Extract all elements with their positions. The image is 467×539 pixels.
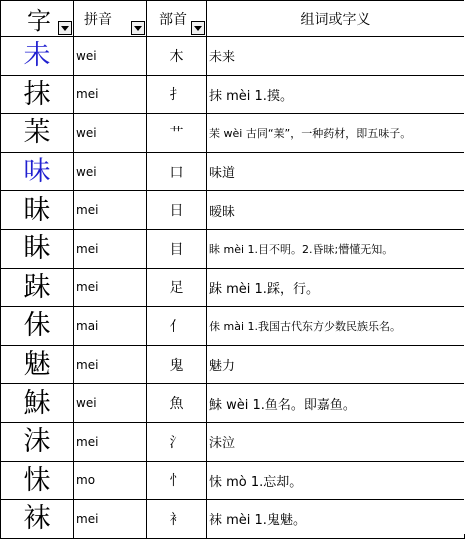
bushou-cell[interactable]: 艹: [147, 114, 207, 153]
bushou-cell[interactable]: 扌: [147, 75, 207, 114]
bushou-cell[interactable]: 亻: [147, 307, 207, 346]
pinyin-cell[interactable]: mei: [74, 268, 147, 307]
char-cell[interactable]: 苿: [1, 114, 74, 153]
table-row: [1, 229, 465, 268]
bushou-cell[interactable]: 忄: [147, 461, 207, 500]
table-row: [1, 75, 465, 114]
pinyin-cell[interactable]: wei: [74, 384, 147, 423]
table-row: [1, 268, 465, 307]
char-cell[interactable]: 鮇: [1, 384, 74, 423]
table-row: [1, 461, 465, 500]
pinyin-cell[interactable]: mei: [74, 500, 147, 539]
bushou-cell[interactable]: 魚: [147, 384, 207, 423]
bushou-cell[interactable]: 鬼: [147, 345, 207, 384]
table-row: [1, 191, 465, 230]
char-cell[interactable]: 魅: [1, 345, 74, 384]
definition-cell[interactable]: 鮇 wèi 1.鱼名。即嘉鱼。: [207, 384, 465, 423]
definition-cell[interactable]: 眛 mèi 1.目不明。2.昏昧;懵懂无知。: [207, 229, 465, 268]
bushou-cell[interactable]: 口: [147, 152, 207, 191]
bushou-cell[interactable]: 衤: [147, 500, 207, 539]
definition-cell[interactable]: 怽 mò 1.忘却。: [207, 461, 465, 500]
header-bushou: [147, 1, 207, 37]
table-row: [1, 384, 465, 423]
table-row: [1, 307, 465, 346]
definition-cell[interactable]: 沬泣: [207, 422, 465, 461]
pinyin-cell[interactable]: mei: [74, 345, 147, 384]
definition-cell[interactable]: 佅 mài 1.我国古代东方少数民族乐名。: [207, 307, 465, 346]
bushou-cell[interactable]: 目: [147, 229, 207, 268]
filter-dropdown-icon[interactable]: [58, 21, 72, 35]
char-cell[interactable]: 未: [1, 37, 74, 76]
char-cell[interactable]: 佅: [1, 307, 74, 346]
char-cell[interactable]: 跊: [1, 268, 74, 307]
definition-cell[interactable]: 袜 mèi 1.鬼魅。: [207, 500, 465, 539]
definition-cell[interactable]: 苿 wèi 古同“䒹”，一种药材，即五味子。: [207, 114, 465, 153]
header-row: [1, 1, 465, 37]
header-char-label: 字: [27, 7, 51, 35]
header-bushou-label: 部首: [159, 11, 187, 28]
bushou-cell[interactable]: 日: [147, 191, 207, 230]
definition-cell[interactable]: 味道: [207, 152, 465, 191]
bushou-cell[interactable]: 木: [147, 37, 207, 76]
char-cell[interactable]: 袜: [1, 500, 74, 539]
pinyin-cell[interactable]: wei: [74, 114, 147, 153]
pinyin-cell[interactable]: mei: [74, 191, 147, 230]
filter-dropdown-icon[interactable]: [131, 21, 145, 35]
header-definition-label: 组词或字义: [300, 11, 371, 28]
header-definition: [207, 1, 465, 37]
table-row: [1, 500, 465, 539]
pinyin-cell[interactable]: mo: [74, 461, 147, 500]
char-cell[interactable]: 抹: [1, 75, 74, 114]
pinyin-cell[interactable]: wei: [74, 152, 147, 191]
char-cell[interactable]: 昧: [1, 191, 74, 230]
definition-cell[interactable]: 抹 mèi 1.摸。: [207, 75, 465, 114]
definition-cell[interactable]: 暧昧: [207, 191, 465, 230]
table-row: [1, 152, 465, 191]
table-row: [1, 345, 465, 384]
header-char: [1, 1, 74, 37]
definition-cell[interactable]: 未来: [207, 37, 465, 76]
char-cell[interactable]: 沬: [1, 422, 74, 461]
table-row: [1, 422, 465, 461]
pinyin-cell[interactable]: mei: [74, 229, 147, 268]
char-cell[interactable]: 怽: [1, 461, 74, 500]
pinyin-cell[interactable]: mei: [74, 75, 147, 114]
filter-dropdown-icon[interactable]: [191, 21, 205, 35]
header-pinyin: [74, 1, 147, 37]
pinyin-cell[interactable]: mai: [74, 307, 147, 346]
char-cell[interactable]: 味: [1, 152, 74, 191]
bushou-cell[interactable]: 足: [147, 268, 207, 307]
pinyin-cell[interactable]: mei: [74, 422, 147, 461]
table-row: [1, 37, 465, 76]
definition-cell[interactable]: 跊 mèi 1.踩，行。: [207, 268, 465, 307]
header-pinyin-label: 拼音: [84, 11, 112, 28]
table-row: [1, 114, 465, 153]
char-cell[interactable]: 眛: [1, 229, 74, 268]
bushou-cell[interactable]: 氵: [147, 422, 207, 461]
definition-cell[interactable]: 魅力: [207, 345, 465, 384]
pinyin-cell[interactable]: wei: [74, 37, 147, 76]
